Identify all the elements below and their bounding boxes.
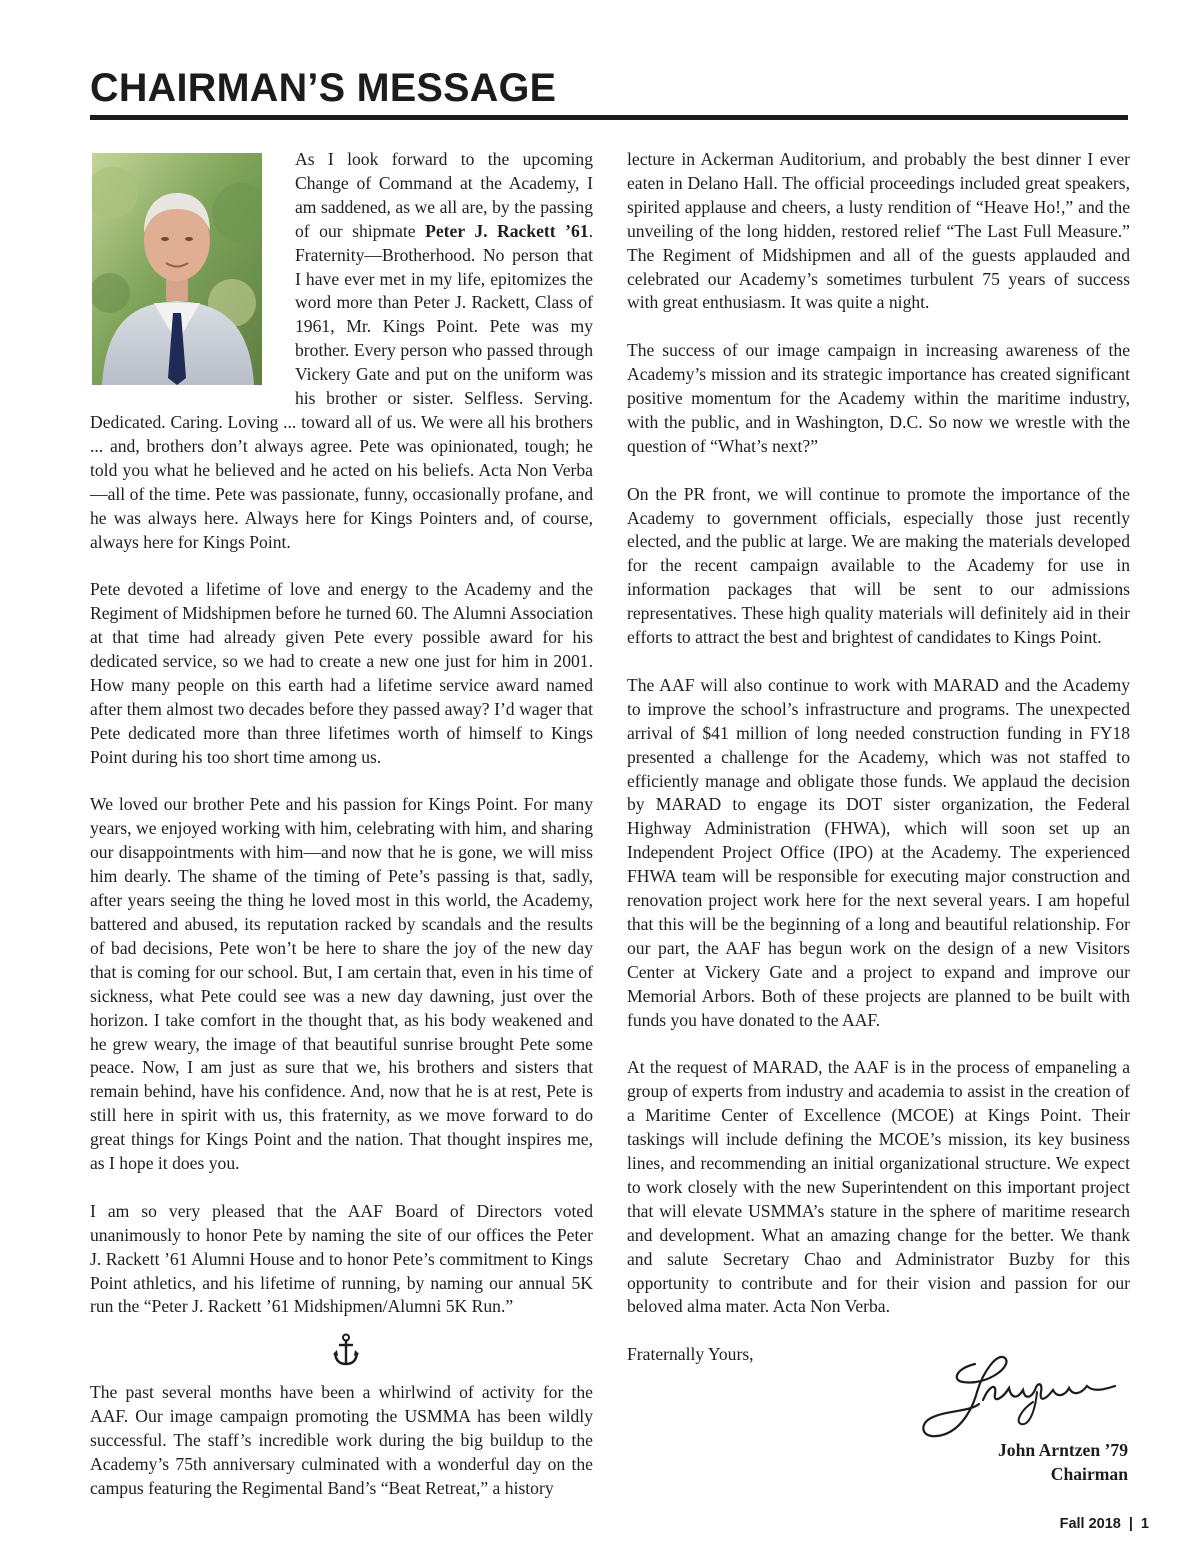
signer-name: John Arntzen ’79 bbox=[997, 1440, 1128, 1460]
title-rule bbox=[90, 115, 1128, 120]
page-title: CHAIRMAN’S MESSAGE bbox=[90, 66, 557, 110]
paragraph: As I look forward to the upcoming Change of Command at the Academy, I am saddened, as we all are, by the passing of our shipmate Peter J. Rackett ’61. Fraternity—Brotherhood. No person that I have ever met in my life, epitomizes the word more than Peter J. Rackett, Class of 1961, Mr. Kings Point. Pete was my brother. Every person who passed through Vickery Gate and put on the uniform was his brother or sister. Selfless. Serving. Dedicated. Caring. Loving ... toward all of us. We were all his brothers ... and, brothers don’t always agree. Pete was opinionated, tough; he told you what he believed and he acted on his beliefs. Acta Non Verba—all of the time. Pete was passionate, funny, occasionally profane, and he was always here. Always here for Kings Pointers and, of course, always here for Kings Point. bbox=[90, 149, 594, 552]
footer-separator: | bbox=[1128, 1516, 1133, 1532]
paragraph: Pete devoted a lifetime of love and energy to the Academy and the Regiment of Midshipmen before he turned 60. The Alumni Association at that time had already given Pete every possible award for his dedicated service, so we had to create a new one just for him in 2001. How many people on this earth had a lifetime service award named after them almost two decades before they passed away? I’d wager that Pete dedicated more than three lifetimes worth of himself to Kings Point during his too short time among us. bbox=[90, 579, 593, 767]
handwritten-signature bbox=[917, 1352, 1129, 1442]
left-column bbox=[90, 148, 593, 1501]
paragraph: The success of our image campaign in increasing awareness of the Academy’s mission and its strategic importance has created significant positive momentum for the Academy within the maritime industry, with the public, and in Washington, D.C. So now we wrestle with the question of “What’s next?” bbox=[627, 340, 1130, 456]
paragraph: The AAF will also continue to work with MARAD and the Academy to improve the school’s infrastructure and programs. The unexpected arrival of $41 million of long needed construction funding in FY18 presented a challenge for the Academy, which was not staffed to efficiently manage and obligate those funds. We applaud the decision by MARAD to engage its DOT sister organization, the Federal Highway Administration (FHWA), which will soon set up an Independent Project Office (IPO) at the Academy. The experienced FHWA team will be responsible for executing major construction and renovation project work here for the next several years. I am hopeful that this will be the beginning of a long and beautiful relationship. For our part, the AAF has begun work on the design of a new Visitors Center at Vickery Gate and a project to expand and improve our Memorial Arbors. Both of these projects are planned to be built with funds you have donated to the AAF. bbox=[627, 674, 1130, 1030]
closing-line: Fraternally Yours, bbox=[627, 1344, 754, 1365]
paragraph: We loved our brother Pete and his passion for Kings Point. For many years, we enjoyed working with him, celebrating with him, and sharing our disappointments with him—and now that he is gone, we will miss him dearly. The shame of the timing of Pete’s passing is that, sadly, after years seeing the thing he loved most in this world, the Academy, battered and abused, its reputation racked by scandals and the results of bad decisions, Pete won’t be here to share the joy of the new day that is coming for our school. But, I am certain that, even in his time of sickness, what Pete could see was a new day dawning, just over the horizon. I take comfort in the thought that, as his body weakened and he grew weary, the image of that beautiful sunrise brought Pete some peace. Now, I am just as sure that we, his brothers and sisters that remain behind, have his confidence. And, now that he is at rest, Pete is still here in spirit with us, this fraternity, as we move forward to do great things for Kings Point and the nation. That thought inspires me, as I hope it does you. bbox=[90, 794, 593, 1174]
signer-title: Chairman bbox=[1050, 1464, 1128, 1484]
right-column bbox=[627, 148, 1130, 1391]
bold-name: Peter J. Rackett ’61 bbox=[425, 220, 589, 241]
paragraph: The past several months have been a whirlwind of activity for the AAF. Our image campaign promoting the USMMA has been wildly successful. The staff’s incredible work during the big buildup to the Academy’s 75th anniversary culminated with a wonderful day on the campus featuring the Regimental Band’s “Beat Retreat,” a history bbox=[90, 1382, 593, 1498]
paragraph: I am so very pleased that the AAF Board of Directors voted unanimously to honor Pete by naming the site of our offices the Peter J. Rackett ’61 Alumni House and to honor Pete’s commitment to Kings Point athletics, and his lifetime of running, by naming our annual 5K run the “Peter J. Rackett ’61 Midshipmen/Alumni 5K Run.” bbox=[90, 1200, 593, 1317]
issue-label: Fall 2018 bbox=[1059, 1516, 1121, 1532]
paragraph: lecture in Ackerman Auditorium, and probably the best dinner I ever eaten in Delano Hall. The official proceedings included great speakers, spirited applause and cheers, a lusty rendition of “Heave Ho!,” and the unveiling of the long hidden, restored relief “The Last Full Measure.” The Regiment of Midshipmen and all of the guests applauded and celebrated our Academy’s sometimes turbulent 75 years of success with great enthusiasm. It was quite a night. bbox=[627, 149, 1130, 313]
paragraph: On the PR front, we will continue to promote the importance of the Academy to government officials, especially those just recently elected, and the public at large. We are making the materials developed for the recent campaign available to the Academy for use in information packages that will be sent to our admissions representatives. These high quality materials will definitely aid in their efforts to attract the best and brightest of candidates to Kings Point. bbox=[627, 483, 1130, 648]
page-footer bbox=[1060, 1516, 1149, 1532]
signature-block bbox=[998, 1438, 1128, 1486]
anchor-icon bbox=[90, 1333, 593, 1369]
paragraph: At the request of MARAD, the AAF is in the process of empaneling a group of experts from industry and academia to assist in the creation of a Maritime Center of Excellence (MCOE) at Kings Point. Their taskings will include defining the MCOE’s mission, its key business lines, and recommending an initial organizational structure. We expect to work closely with the new Superintendent on this important project that will elevate USMMA’s stature in the sphere of maritime research and development. What an amazing change for the better. We thank and salute Secretary Chao and Administrator Buzby for this opportunity to contribute and for their vision and passion for our beloved alma mater. Acta Non Verba. bbox=[627, 1057, 1130, 1317]
page-number: 1 bbox=[1140, 1516, 1149, 1532]
portrait-photo bbox=[92, 153, 262, 385]
